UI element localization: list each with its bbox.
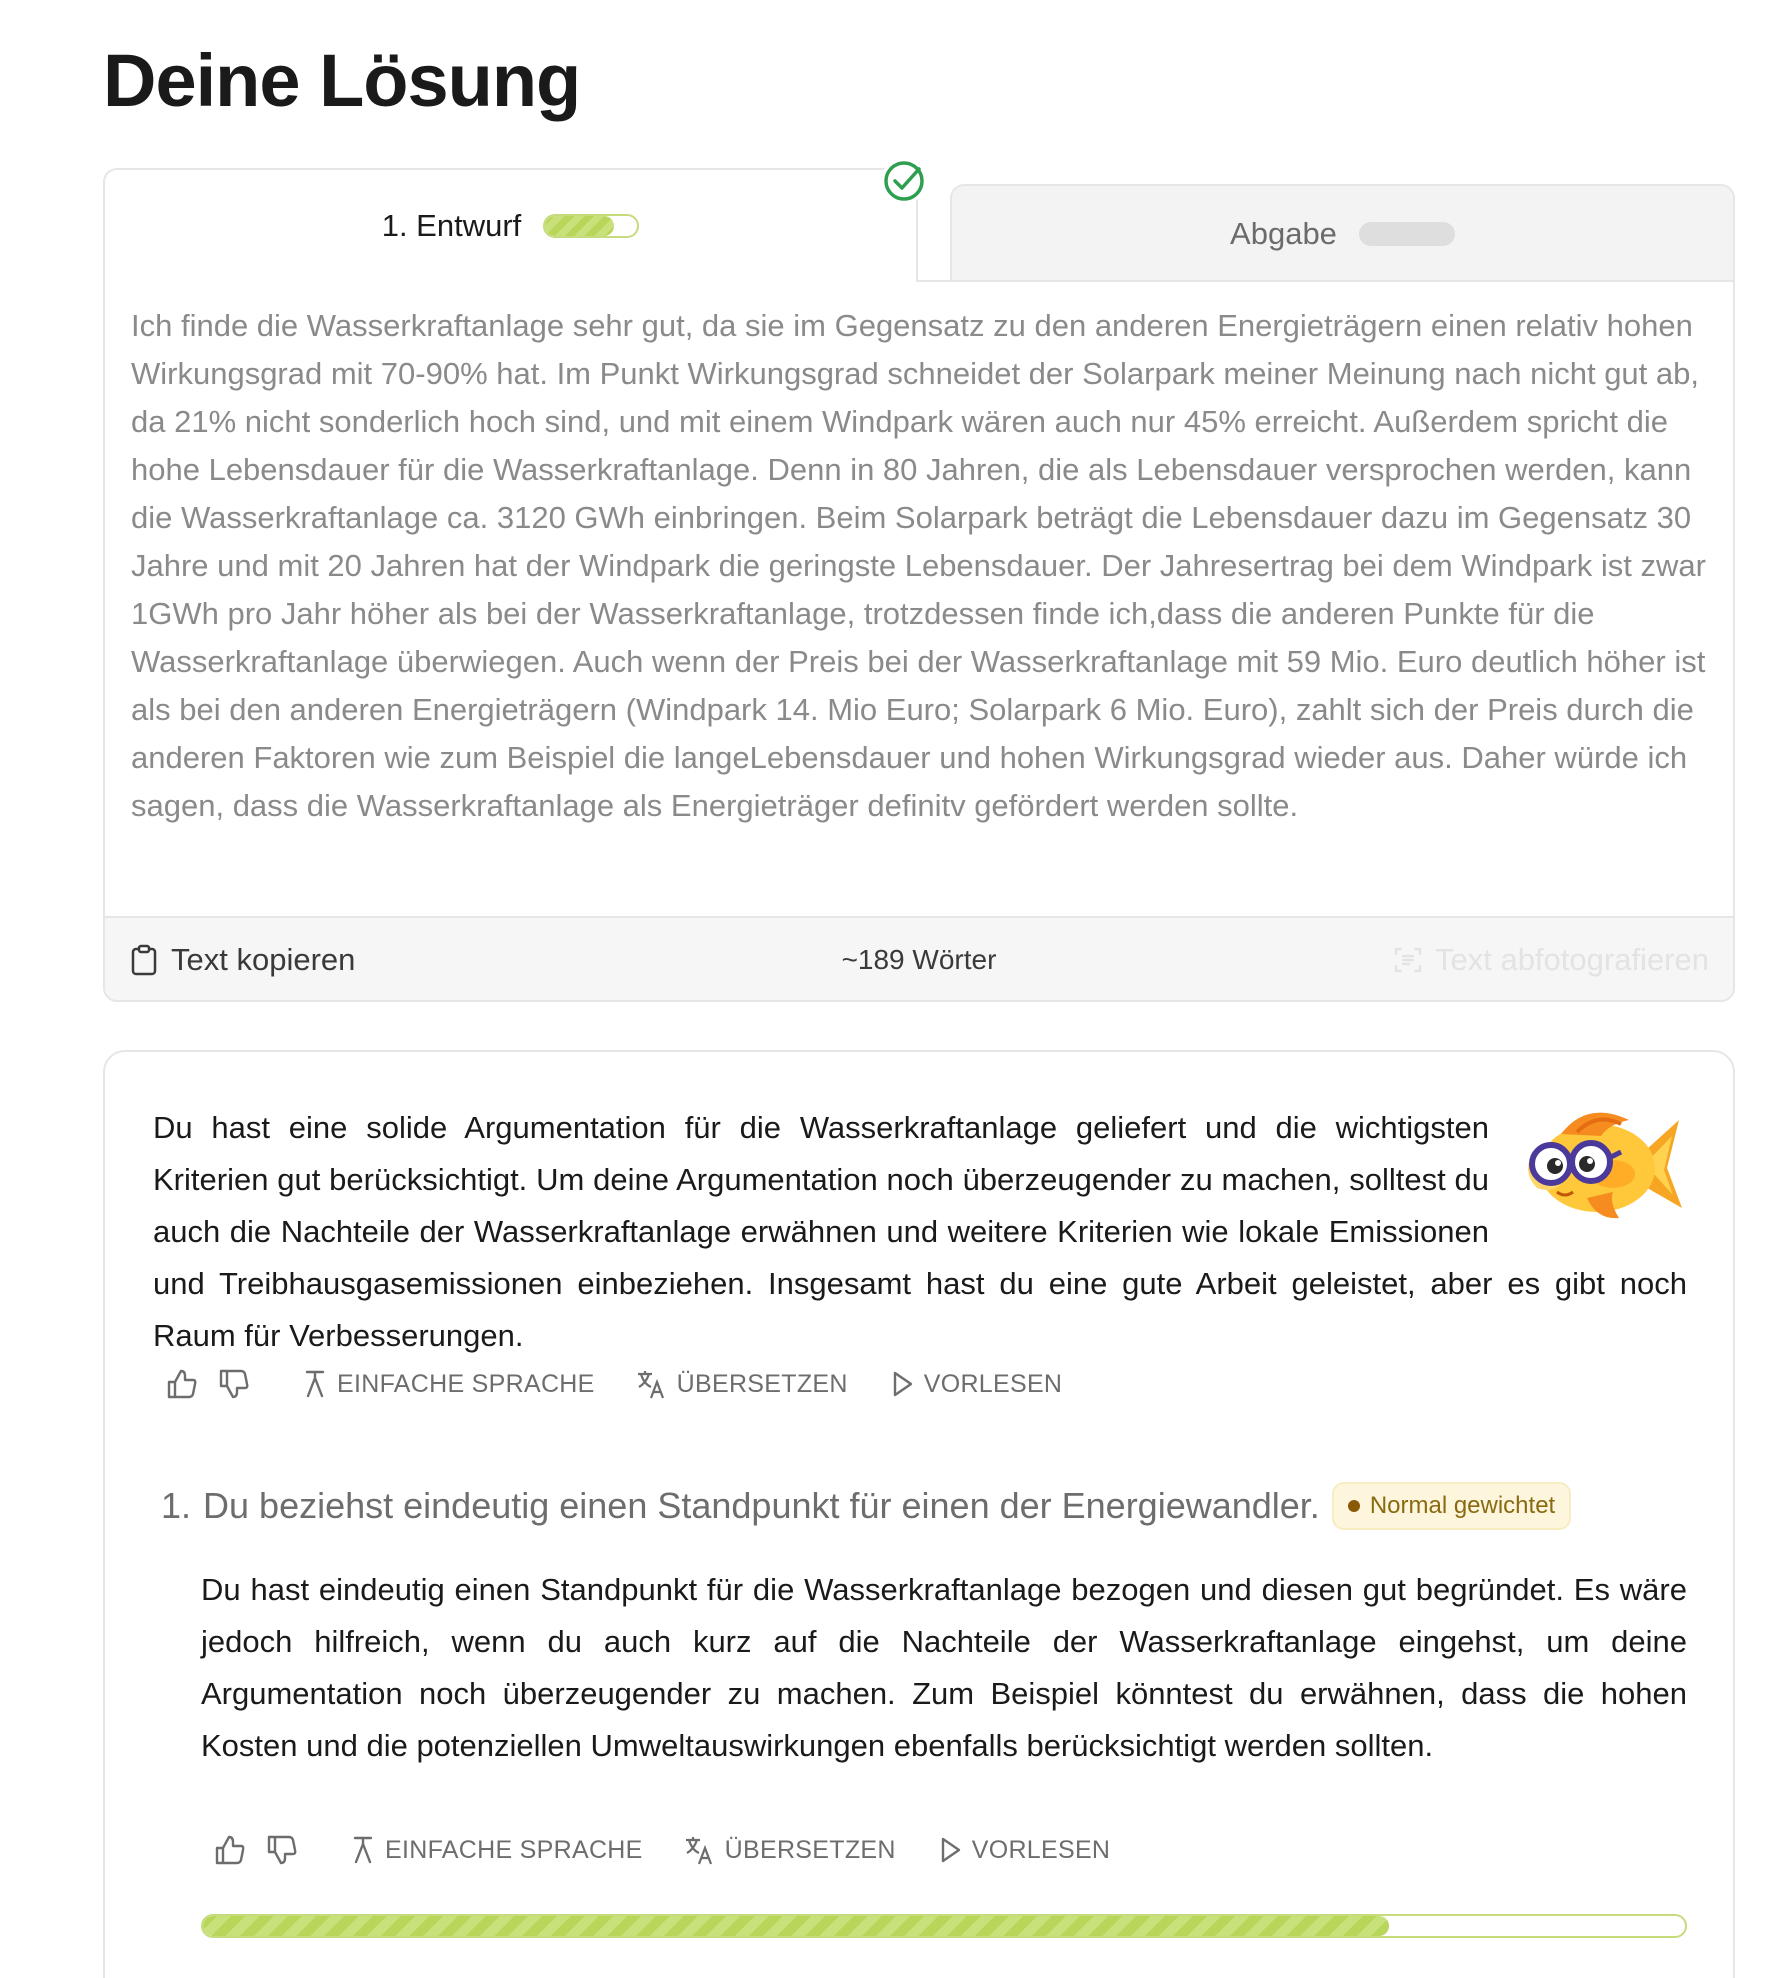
translate-label: ÜBERSETZEN (724, 1835, 896, 1864)
summary-actions (165, 1364, 1062, 1404)
criterion-feedback-text: Du hast eindeutig einen Standpunkt für die Wasserkraftanlage bezogen und diesen gut begründet. Es wäre jedoch hilfreich, wenn du auch kurz auf die Nachteile der Wasserkraftanlage eingehst, um deine Argumentation noch überzeugender zu machen. Zum Beispiel könntest du erwähnen, dass die hohen Kosten und die potenziellen Umweltauswirkungen ebenfalls berücksichtigt werden sollten. (201, 1572, 1687, 1763)
solution-footer (103, 916, 1735, 1002)
thumbs-down-button[interactable] (217, 1367, 251, 1401)
thumbs-up-button[interactable] (165, 1367, 199, 1401)
translate-button[interactable] (635, 1368, 848, 1400)
thumbs-up-icon (165, 1367, 199, 1401)
criterion-heading (161, 1482, 1571, 1530)
feedback-card (103, 1050, 1735, 1978)
simplify-icon (351, 1835, 375, 1865)
read-aloud-button[interactable] (892, 1370, 1063, 1399)
tab-draft[interactable] (103, 168, 918, 282)
criterion-number: 1. (161, 1485, 192, 1526)
thumbs-down-icon (217, 1367, 251, 1401)
solution-card (103, 168, 1735, 1002)
solution-text: Ich finde die Wasserkraftanlage sehr gut, da sie im Gegensatz zu den anderen Energieträgern einen relativ hohen Wirkungsgrad mit 70-90% hat. Im Punkt Wirkungsgrad schneidet der Solarpark meiner Meinung nach nicht gut ab, da 21% nicht sonderlich hoch sind, und mit einem Windpark wären auch nur 45% erreicht. Außerdem spricht die hohe Lebensdauer für die Wasserkraftanlage. Denn in 80 Jahren, die als Lebensdauer versprochen werden, kann die Wasserkraftanlage ca. 3120 GWh einbringen. Beim Solarpark beträgt die Lebensdauer dazu im Gegensatz 30 Jahre und mit 20 Jahren hat der Windpark die geringste Lebensdauer. Der Jahresertrag bei dem Windpark ist zwar 1GWh pro Jahr höher als bei der Wasserkraftanlage, trotzdessen finde ich,dass die anderen Punkte für die Wasserkraftanlage überwiegen. Auch wenn der Preis bei der Wasserkraftanlage mit 59 Mio. Euro deutlich höher ist als bei den anderen Energieträgern (Windpark 14. Mio Euro; Solarpark 6 Mio. Euro), zahlt sich der Preis durch die anderen Faktoren wie zum Beispiel die langeLebensdauer und hohen Wirkungsgrad wieder aus. Daher würde ich sagen, dass die Wasserkraftanlage als Energieträger definitv gefördert werden sollte. (131, 308, 1706, 823)
feedback-summary (153, 1102, 1687, 1362)
check-circle-icon (881, 158, 927, 204)
translate-icon (683, 1834, 715, 1866)
solution-text-area[interactable] (103, 280, 1735, 916)
criterion-actions (213, 1830, 1110, 1870)
translate-label: ÜBERSETZEN (676, 1369, 848, 1398)
simple-language-button[interactable] (303, 1369, 595, 1399)
thumbs-down-icon (265, 1833, 299, 1867)
tab-draft-progress (543, 214, 639, 238)
read-aloud-button[interactable] (940, 1836, 1111, 1865)
criterion-score-fill (203, 1916, 1389, 1936)
simplify-icon (303, 1369, 327, 1399)
tab-submission[interactable] (950, 184, 1735, 282)
simple-language-button[interactable] (351, 1835, 643, 1865)
thumbs-down-button[interactable] (265, 1833, 299, 1867)
fish-mascot-icon (1517, 1090, 1687, 1240)
simple-language-label: EINFACHE SPRACHE (337, 1369, 595, 1398)
weight-badge-label: Normal gewichtet (1369, 1492, 1556, 1519)
word-count: ~189 Wörter (841, 944, 997, 975)
translate-button[interactable] (683, 1834, 896, 1866)
play-icon (940, 1836, 962, 1864)
read-aloud-label: VORLESEN (923, 1369, 1063, 1398)
thumbs-up-icon (213, 1833, 247, 1867)
criterion-title: Du beziehst eindeutig einen Standpunkt für einen der Energiewandler. (203, 1485, 1320, 1526)
scan-icon (1393, 945, 1423, 975)
copy-text-label: Text kopieren (171, 942, 356, 977)
simple-language-label: EINFACHE SPRACHE (385, 1835, 643, 1864)
weight-badge (1332, 1482, 1571, 1530)
thumbs-up-button[interactable] (213, 1833, 247, 1867)
feedback-summary-text: Du hast eine solide Argumentation für die Wasserkraftanlage geliefert und die wichtigsten Kriterien gut berücksichtigt. Um deine Argumentation noch überzeugender zu machen, solltest du auch die Nachteile der Wasserkraftanlage erwähnen und weitere Kriterien wie lokale Emissionen und Treibhausgasemissionen einbeziehen. Insgesamt hast du eine gute Arbeit geleistet, aber es gibt noch Raum für Verbesserungen. (153, 1110, 1687, 1353)
photograph-text-label: Text abfotografieren (1434, 942, 1709, 977)
tab-submission-label: Abgabe (1230, 216, 1337, 251)
translate-icon (635, 1368, 667, 1400)
tab-draft-label: 1. Entwurf (381, 208, 522, 243)
page-title: Deine Lösung (103, 39, 581, 122)
play-icon (892, 1370, 914, 1398)
tab-submission-progress (1359, 222, 1455, 246)
read-aloud-label: VORLESEN (971, 1835, 1111, 1864)
criterion-score-bar (201, 1914, 1687, 1938)
weight-dot-icon (1348, 1500, 1360, 1512)
photograph-text-button[interactable] (1393, 918, 1709, 1002)
